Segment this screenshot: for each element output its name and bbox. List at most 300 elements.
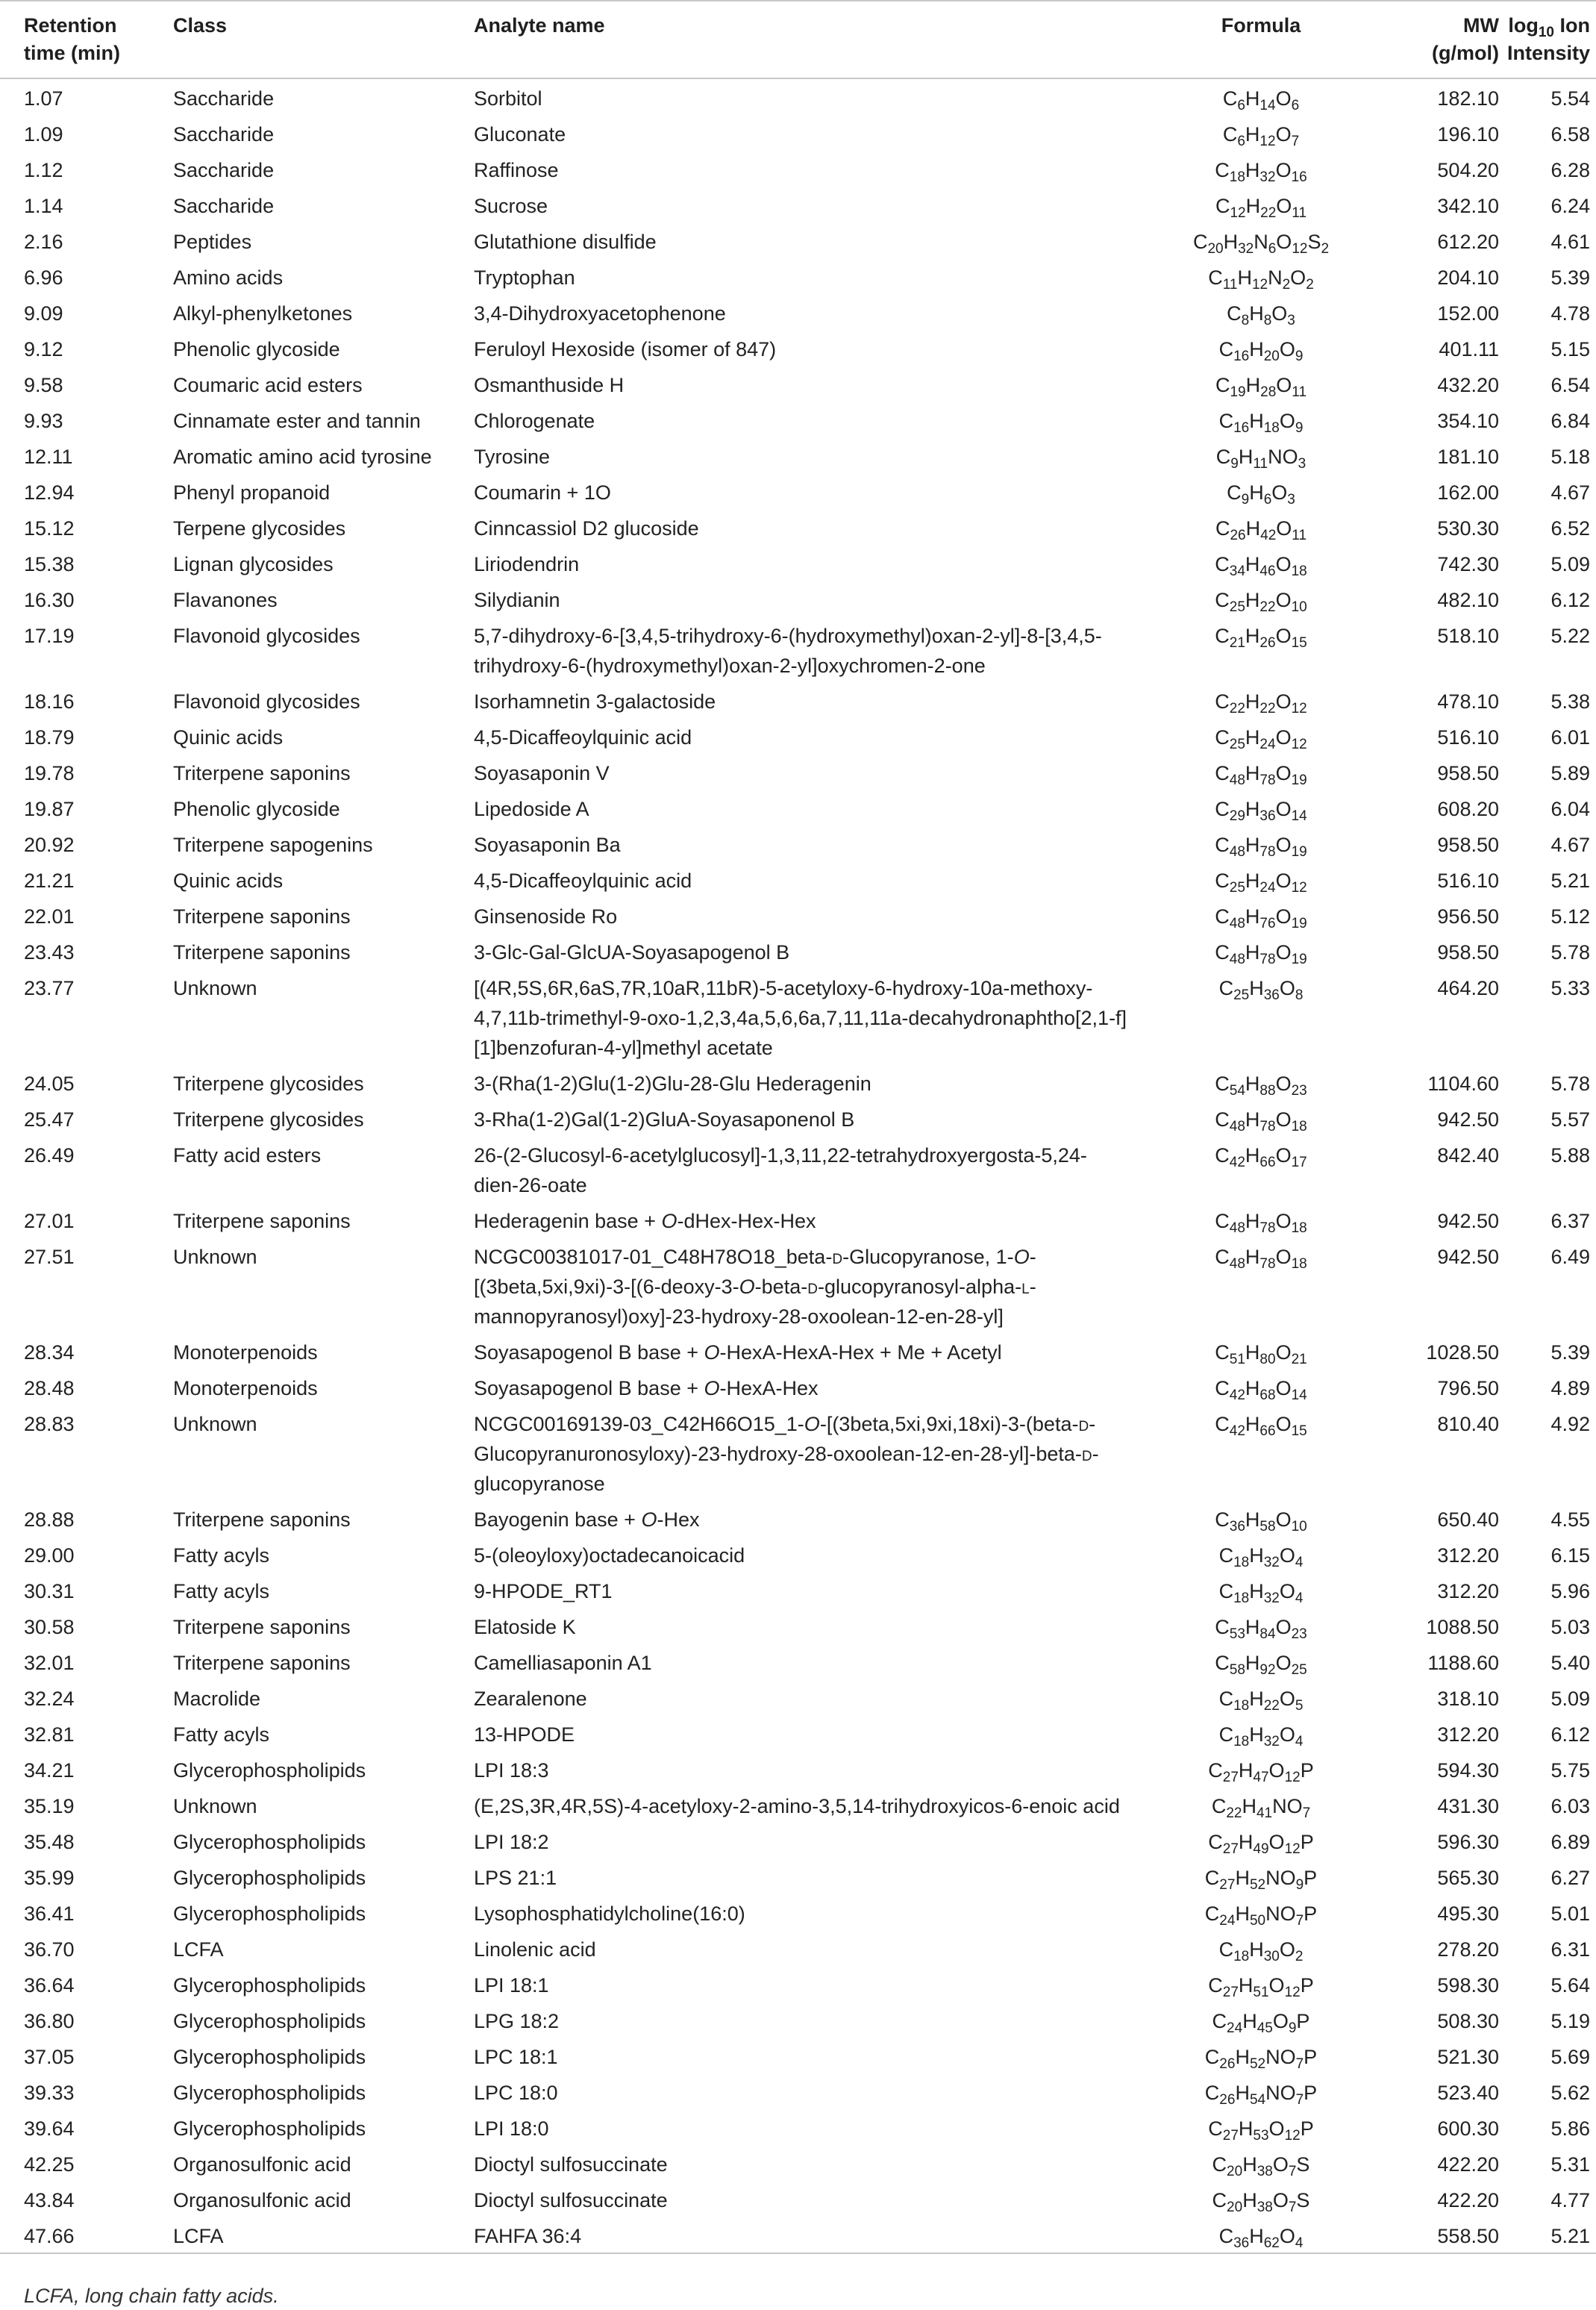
cell-analyte-name: Lipedoside A xyxy=(474,798,589,820)
cell-formula: $C_{25}H_{24}O_{12}$ xyxy=(1215,726,1307,752)
table-row xyxy=(0,366,1596,402)
cell-mw: 1188.60 xyxy=(1427,1652,1499,1674)
cell-log-ion-intensity: 5.69 xyxy=(1550,2046,1590,2068)
cell-analyte-name: Tyrosine xyxy=(474,446,551,468)
cell-analyte-name: NCGC00169139-03_C42H66O15_1-O-[(3beta,5xi,9xi,18xi)-3-(beta-d-Glucopyranuronosyloxy)-23-hydroxy-28-oxoolean-12-en-28-yl]-beta-d-glucopyranose xyxy=(474,1413,1099,1495)
cell-retention-time: 9.93 xyxy=(24,410,63,432)
cell-mw: 942.50 xyxy=(1437,1210,1499,1232)
cell-formula: $C_{48}H_{78}O_{18}$ xyxy=(1215,1246,1307,1272)
cell-analyte-name: 9-HPODE_RT1 xyxy=(474,1580,613,1602)
cell-log-ion-intensity: 5.64 xyxy=(1550,1974,1590,1997)
table-row xyxy=(0,1823,1596,1858)
cell-class: Terpene glycosides xyxy=(173,517,346,540)
cell-mw: 958.50 xyxy=(1437,834,1499,856)
table-row xyxy=(0,294,1596,330)
cell-class: Triterpene saponins xyxy=(173,905,351,928)
cell-mw: 354.10 xyxy=(1437,410,1499,432)
cell-analyte-name: Glutathione disulfide xyxy=(474,231,657,253)
cell-mw: 182.10 xyxy=(1437,87,1499,110)
cell-formula: $C_{18}H_{32}O_4$ xyxy=(1218,1580,1304,1606)
cell-retention-time: 12.11 xyxy=(24,446,73,468)
table-row xyxy=(0,1369,1596,1405)
cell-mw: 521.30 xyxy=(1437,2046,1499,2068)
cell-log-ion-intensity: 4.92 xyxy=(1550,1413,1590,1435)
table-row xyxy=(0,222,1596,258)
table-row xyxy=(0,473,1596,509)
cell-mw: 608.20 xyxy=(1437,798,1499,820)
table-row xyxy=(0,1202,1596,1237)
cell-retention-time: 39.33 xyxy=(24,2082,75,2104)
cell-retention-time: 16.30 xyxy=(24,589,75,611)
cell-log-ion-intensity: 5.21 xyxy=(1550,870,1590,892)
cell-mw: 810.40 xyxy=(1437,1413,1499,1435)
cell-mw: 508.30 xyxy=(1437,2010,1499,2032)
cell-class: Unknown xyxy=(173,977,257,999)
cell-analyte-name: 3-Glc-Gal-GlcUA-Soyasapogenol B xyxy=(474,941,790,964)
cell-retention-time: 21.21 xyxy=(24,870,75,892)
header-formula: Formula xyxy=(1157,1,1365,78)
cell-log-ion-intensity: 5.19 xyxy=(1550,2010,1590,2032)
cell-analyte-name: Soyasapogenol B base + O-HexA-HexA-Hex + Me + Acetyl xyxy=(474,1341,1002,1364)
cell-formula: $C_{58}H_{92}O_{25}$ xyxy=(1215,1652,1307,1678)
cell-mw: 181.10 xyxy=(1437,446,1499,468)
cell-formula: $C_{18}H_{22}O_5$ xyxy=(1218,1688,1304,1714)
cell-class: Alkyl-phenylketones xyxy=(173,302,353,325)
cell-analyte-name: Coumarin + 1O xyxy=(474,481,611,504)
cell-retention-time: 1.09 xyxy=(24,123,63,146)
cell-mw: 650.40 xyxy=(1437,1508,1499,1531)
cell-class: Fatty acyls xyxy=(173,1580,270,1602)
cell-formula: $C_{24}H_{50}NO_7P$ xyxy=(1204,1902,1318,1929)
cell-mw: 401.11 xyxy=(1439,338,1499,360)
cell-analyte-name: 3,4-Dihydroxyacetophenone xyxy=(474,302,726,325)
cell-retention-time: 24.05 xyxy=(24,1073,75,1095)
cell-class: Peptides xyxy=(173,231,252,253)
cell-analyte-name: FAHFA 36:4 xyxy=(474,2217,1157,2253)
cell-retention-time: 6.96 xyxy=(24,266,63,289)
table-row xyxy=(0,754,1596,790)
cell-mw: 956.50 xyxy=(1437,905,1499,928)
table-row xyxy=(0,1894,1596,1930)
cell-log-ion-intensity: 5.22 xyxy=(1550,625,1590,647)
cell-analyte-name: NCGC00381017-01_C48H78O18_beta-d-Glucopyranose, 1-O-[(3beta,5xi,9xi)-3-[(6-deoxy-3-O-beta-d-glucopyranosyl-alpha-l-mannopyranosyl)oxy]-23-hydroxy-28-oxoolean-12-en-28-yl] xyxy=(474,1246,1036,1328)
cell-class: Monoterpenoids xyxy=(173,1377,318,1399)
table-row xyxy=(0,790,1596,825)
cell-retention-time: 17.19 xyxy=(24,625,75,647)
table-body xyxy=(0,78,1596,2253)
table-row xyxy=(0,187,1596,222)
cell-analyte-name: Gluconate xyxy=(474,123,566,146)
cell-log-ion-intensity: 6.12 xyxy=(1550,1723,1590,1746)
cell-retention-time: 9.09 xyxy=(24,302,63,325)
cell-retention-time: 18.16 xyxy=(24,690,75,713)
cell-mw: 278.20 xyxy=(1437,1938,1499,1961)
table-row xyxy=(0,545,1596,581)
cell-class: Quinic acids xyxy=(173,870,284,892)
table-row xyxy=(0,2145,1596,2181)
cell-log-ion-intensity: 5.40 xyxy=(1550,1652,1590,1674)
cell-class: Unknown xyxy=(173,1246,257,1268)
header-retention-time: Retention time (min) xyxy=(0,1,173,78)
cell-log-ion-intensity: 5.78 xyxy=(1550,1073,1590,1095)
cell-class: Glycerophospholipids xyxy=(173,1867,366,1889)
cell-class: Triterpene saponins xyxy=(173,941,351,964)
table-row xyxy=(0,2038,1596,2073)
cell-analyte-name: 3-Rha(1-2)Gal(1-2)GluA-Soyasaponenol B xyxy=(474,1108,855,1131)
cell-log-ion-intensity: 5.78 xyxy=(1550,941,1590,964)
cell-retention-time: 27.51 xyxy=(24,1246,75,1268)
table-row xyxy=(0,1930,1596,1966)
cell-formula: $C_{27}H_{47}O_{12}P$ xyxy=(1208,1759,1314,1785)
table-row xyxy=(0,933,1596,969)
table-row xyxy=(0,825,1596,861)
cell-class: Phenolic glycoside xyxy=(173,338,340,360)
cell-log-ion-intensity: 5.31 xyxy=(1550,2153,1590,2176)
cell-class: Triterpene saponins xyxy=(173,1616,351,1638)
cell-retention-time: 35.48 xyxy=(24,1831,75,1853)
cell-analyte-name: 5,7-dihydroxy-6-[3,4,5-trihydroxy-6-(hydroxymethyl)oxan-2-yl]-8-[3,4,5-trihydroxy-6-(hydroxymethyl)oxan-2-yl]oxychromen-2-one xyxy=(474,625,1102,677)
cell-retention-time: 19.78 xyxy=(24,762,75,784)
cell-mw: 482.10 xyxy=(1437,589,1499,611)
cell-class: Monoterpenoids xyxy=(173,1341,318,1364)
cell-log-ion-intensity: 4.61 xyxy=(1550,231,1590,253)
cell-log-ion-intensity: 5.09 xyxy=(1550,553,1590,575)
table-row xyxy=(0,1715,1596,1751)
cell-mw: 1028.50 xyxy=(1426,1341,1499,1364)
cell-analyte-name: Bayogenin base + O-Hex xyxy=(474,1508,700,1531)
cell-log-ion-intensity: 6.31 xyxy=(1550,1938,1590,1961)
cell-analyte-name: LPC 18:1 xyxy=(474,2046,558,2068)
cell-analyte-name: Lysophosphatidylcholine(16:0) xyxy=(474,1902,745,1925)
cell-mw: 431.30 xyxy=(1437,1795,1499,1817)
cell-mw: 162.00 xyxy=(1437,481,1499,504)
table-row xyxy=(0,1136,1596,1202)
cell-log-ion-intensity: 5.89 xyxy=(1550,762,1590,784)
cell-mw: 523.40 xyxy=(1437,2082,1499,2104)
cell-class: Glycerophospholipids xyxy=(173,1902,366,1925)
table-row xyxy=(0,2217,1596,2253)
cell-retention-time: 35.19 xyxy=(24,1795,75,1817)
cell-log-ion-intensity: 4.77 xyxy=(1550,2189,1590,2211)
cell-formula: $C_{12}H_{22}O_{11}$ xyxy=(1215,195,1307,221)
cell-log-ion-intensity: 6.04 xyxy=(1550,798,1590,820)
header-row xyxy=(0,1,1596,78)
cell-mw: 495.30 xyxy=(1437,1902,1499,1925)
cell-formula: $C_{29}H_{36}O_{14}$ xyxy=(1215,798,1307,824)
cell-analyte-name: Soyasapogenol B base + O-HexA-Hex xyxy=(474,1377,819,1399)
cell-retention-time: 36.80 xyxy=(24,2010,75,2032)
cell-mw: 612.20 xyxy=(1437,231,1499,253)
table-row xyxy=(0,1237,1596,1333)
cell-mw: 942.50 xyxy=(1437,1108,1499,1131)
cell-log-ion-intensity: 4.67 xyxy=(1550,481,1590,504)
cell-retention-time: 36.41 xyxy=(24,1902,75,1925)
table-row xyxy=(0,1536,1596,1572)
cell-retention-time: 29.00 xyxy=(24,1544,75,1567)
cell-analyte-name: Cinncassiol D2 glucoside xyxy=(474,517,699,540)
cell-retention-time: 28.48 xyxy=(24,1377,75,1399)
cell-formula: $C_{25}H_{22}O_{10}$ xyxy=(1215,589,1307,615)
cell-retention-time: 39.64 xyxy=(24,2117,75,2140)
cell-class: Saccharide xyxy=(173,159,275,181)
cell-class: Amino acids xyxy=(173,266,284,289)
table-row xyxy=(0,718,1596,754)
cell-formula: $C_{16}H_{18}O_9$ xyxy=(1218,410,1304,436)
cell-analyte-name: 4,5-Dicaffeoylquinic acid xyxy=(474,726,692,749)
cell-retention-time: 32.01 xyxy=(24,1652,75,1674)
cell-log-ion-intensity: 5.39 xyxy=(1550,266,1590,289)
cell-formula: $C_{20}H_{38}O_7S$ xyxy=(1212,2189,1310,2215)
cell-analyte-name: LPI 18:2 xyxy=(474,1831,549,1853)
cell-analyte-name: Tryptophan xyxy=(474,266,575,289)
cell-formula: $C_9H_6O_3$ xyxy=(1227,481,1295,508)
table-row xyxy=(0,969,1596,1064)
cell-class: Glycerophospholipids xyxy=(173,1759,366,1782)
cell-retention-time: 37.05 xyxy=(24,2046,75,2068)
cell-log-ion-intensity: 5.03 xyxy=(1550,1616,1590,1638)
cell-formula: $C_{18}H_{32}O_4$ xyxy=(1218,1723,1304,1749)
cell-log-ion-intensity: 5.62 xyxy=(1550,2082,1590,2104)
cell-formula: $C_{24}H_{45}O_9P$ xyxy=(1212,2010,1310,2036)
cell-log-ion-intensity: 5.57 xyxy=(1550,1108,1590,1131)
cell-formula: $C_{54}H_{88}O_{23}$ xyxy=(1215,1073,1307,1099)
cell-formula: $C_{42}H_{66}O_{17}$ xyxy=(1215,1144,1307,1170)
cell-retention-time: 1.14 xyxy=(24,195,63,217)
cell-formula: $C_{18}H_{32}O_{16}$ xyxy=(1215,159,1307,185)
cell-class: LCFA xyxy=(173,2217,474,2253)
cell-retention-time: 12.94 xyxy=(24,481,75,504)
cell-analyte-name: Soyasaponin Ba xyxy=(474,834,621,856)
cell-log-ion-intensity: 6.58 xyxy=(1550,123,1590,146)
table-row xyxy=(0,115,1596,151)
table-row xyxy=(0,682,1596,718)
cell-class: Glycerophospholipids xyxy=(173,2010,366,2032)
cell-class: Lignan glycosides xyxy=(173,553,334,575)
cell-log-ion-intensity: 6.54 xyxy=(1550,374,1590,396)
cell-retention-time: 23.77 xyxy=(24,977,75,999)
table-row xyxy=(0,402,1596,437)
cell-class: Glycerophospholipids xyxy=(173,1831,366,1853)
cell-formula: $C_{48}H_{78}O_{18}$ xyxy=(1215,1108,1307,1134)
cell-mw: 196.10 xyxy=(1437,123,1499,146)
cell-log-ion-intensity: 5.86 xyxy=(1550,2117,1590,2140)
cell-log-ion-intensity: 5.54 xyxy=(1550,87,1590,110)
cell-retention-time: 26.49 xyxy=(24,1144,75,1167)
cell-log-ion-intensity: 5.75 xyxy=(1550,1759,1590,1782)
cell-log-ion-intensity: 4.89 xyxy=(1550,1377,1590,1399)
cell-retention-time: 9.58 xyxy=(24,374,63,396)
cell-retention-time: 22.01 xyxy=(24,905,75,928)
cell-mw: 594.30 xyxy=(1437,1759,1499,1782)
table-row xyxy=(0,258,1596,294)
table-row xyxy=(0,1751,1596,1787)
cell-analyte-name: LPC 18:0 xyxy=(474,2082,558,2104)
cell-mw: 1088.50 xyxy=(1426,1616,1499,1638)
table-row xyxy=(0,1608,1596,1643)
cell-log-ion-intensity: 4.67 xyxy=(1550,834,1590,856)
cell-log-ion-intensity: 5.38 xyxy=(1550,690,1590,713)
table-row xyxy=(0,2002,1596,2038)
cell-formula: $C_{16}H_{20}O_9$ xyxy=(1218,338,1304,364)
cell-log-ion-intensity: 6.01 xyxy=(1550,726,1590,749)
cell-class: Saccharide xyxy=(173,195,275,217)
cell-class: Glycerophospholipids xyxy=(173,1974,366,1997)
table-row xyxy=(0,2109,1596,2145)
cell-class: Triterpene glycosides xyxy=(173,1073,364,1095)
cell-log-ion-intensity: 5.12 xyxy=(1550,905,1590,928)
cell-mw: 518.10 xyxy=(1437,625,1499,647)
cell-formula: $C_6H_{12}O_7$ xyxy=(1222,123,1300,149)
cell-formula: $C_{34}H_{46}O_{18}$ xyxy=(1215,553,1307,579)
table-row xyxy=(0,330,1596,366)
table-row xyxy=(0,1787,1596,1823)
cell-retention-time: 47.66 xyxy=(0,2217,173,2253)
cell-mw: 530.30 xyxy=(1437,517,1499,540)
cell-mw: 958.50 xyxy=(1437,941,1499,964)
cell-analyte-name: Chlorogenate xyxy=(474,410,595,432)
cell-log-ion-intensity: 6.24 xyxy=(1550,195,1590,217)
cell-formula: $C_{26}H_{52}NO_7P$ xyxy=(1204,2046,1318,2072)
cell-retention-time: 2.16 xyxy=(24,231,63,253)
cell-retention-time: 9.12 xyxy=(24,338,63,360)
cell-mw: 1104.60 xyxy=(1427,1073,1499,1095)
cell-mw: 422.20 xyxy=(1437,2153,1499,2176)
cell-formula: $C_{19}H_{28}O_{11}$ xyxy=(1215,374,1307,400)
cell-retention-time: 20.92 xyxy=(24,834,75,856)
cell-analyte-name: 26-(2-Glucosyl-6-acetylglucosyl]-1,3,11,22-tetrahydroxyergosta-5,24-dien-26-oate xyxy=(474,1144,1087,1196)
cell-retention-time: 36.70 xyxy=(24,1938,75,1961)
cell-log-ion-intensity: 4.55 xyxy=(1550,1508,1590,1531)
cell-formula: $C_{22}H_{22}O_{12}$ xyxy=(1215,690,1307,717)
cell-formula: $C_{53}H_{84}O_{23}$ xyxy=(1215,1616,1307,1642)
cell-mw: 516.10 xyxy=(1437,726,1499,749)
cell-class: Saccharide xyxy=(173,87,275,110)
cell-class: Flavanones xyxy=(173,589,278,611)
cell-log-ion-intensity: 6.03 xyxy=(1550,1795,1590,1817)
cell-analyte-name: 13-HPODE xyxy=(474,1723,575,1746)
table-row xyxy=(0,897,1596,933)
cell-formula: $C_{26}H_{54}NO_7P$ xyxy=(1204,2082,1318,2108)
cell-log-ion-intensity: 6.27 xyxy=(1550,1867,1590,1889)
cell-log-ion-intensity: 6.89 xyxy=(1550,1831,1590,1853)
cell-formula: $C_{18}H_{32}O_4$ xyxy=(1218,1544,1304,1570)
cell-retention-time: 43.84 xyxy=(24,2189,75,2211)
header-mw: MW (g/mol) xyxy=(1365,1,1499,78)
cell-analyte-name: Liriodendrin xyxy=(474,553,580,575)
table-row xyxy=(0,1333,1596,1369)
cell-analyte-name: Elatoside K xyxy=(474,1616,576,1638)
cell-formula: $C_{20}H_{32}N_6O_{12}S_2$ xyxy=(1192,231,1330,257)
cell-retention-time: 23.43 xyxy=(24,941,75,964)
cell-class: Quinic acids xyxy=(173,726,284,749)
cell-retention-time: 42.25 xyxy=(24,2153,75,2176)
table-row xyxy=(0,1572,1596,1608)
cell-analyte-name: LPI 18:0 xyxy=(474,2117,549,2140)
cell-analyte-name: [(4R,5S,6R,6aS,7R,10aR,11bR)-5-acetyloxy-6-hydroxy-10a-methoxy-4,7,11b-trimethyl-9-oxo-1,2,3,4a,5,6,6a,7,11,11a-decahydronaphtho[2,1-f][1]benzofuran-4-yl]methyl acetate xyxy=(474,977,1127,1059)
cell-log-ion-intensity: 4.78 xyxy=(1550,302,1590,325)
cell-mw: 504.20 xyxy=(1437,159,1499,181)
cell-class: Phenyl propanoid xyxy=(173,481,331,504)
cell-analyte-name: Isorhamnetin 3-galactoside xyxy=(474,690,716,713)
cell-mw: 600.30 xyxy=(1437,2117,1499,2140)
cell-formula: $C_{22}H_{41}NO_7$ xyxy=(1211,1795,1311,1821)
cell-mw: 204.10 xyxy=(1437,266,1499,289)
cell-formula: $C_{27}H_{53}O_{12}P$ xyxy=(1208,2117,1314,2144)
cell-retention-time: 28.34 xyxy=(24,1341,75,1364)
cell-class: Unknown xyxy=(173,1413,257,1435)
header-log-ion-intensity: $\log_{10}$ Ion Intensity xyxy=(1499,1,1596,78)
cell-retention-time: 18.79 xyxy=(24,726,75,749)
table-header xyxy=(0,1,1596,78)
cell-log-ion-intensity: 5.21 xyxy=(1499,2217,1596,2253)
cell-analyte-name: Sucrose xyxy=(474,195,548,217)
cell-formula: $C_{27}H_{52}NO_9P$ xyxy=(1204,1867,1318,1893)
cell-analyte-name: Feruloyl Hexoside (isomer of 847) xyxy=(474,338,777,360)
cell-class: Saccharide xyxy=(173,123,275,146)
cell-formula: $C_{27}H_{51}O_{12}P$ xyxy=(1208,1974,1314,2000)
cell-class: Fatty acyls xyxy=(173,1544,270,1567)
cell-analyte-name: Osmanthuside H xyxy=(474,374,625,396)
cell-analyte-name: Silydianin xyxy=(474,589,560,611)
table-row xyxy=(0,1064,1596,1100)
cell-mw: 152.00 xyxy=(1437,302,1499,325)
cell-formula: $C_{25}H_{36}O_8$ xyxy=(1218,977,1304,1003)
table-footnote: LCFA, long chain fatty acids. xyxy=(24,2285,279,2307)
cell-class: Phenolic glycoside xyxy=(173,798,340,820)
cell-log-ion-intensity: 6.84 xyxy=(1550,410,1590,432)
cell-class: Triterpene saponins xyxy=(173,762,351,784)
cell-analyte-name: Raffinose xyxy=(474,159,559,181)
cell-class: Aromatic amino acid tyrosine xyxy=(173,446,432,468)
header-class: Class xyxy=(173,1,474,78)
cell-class: Triterpene saponins xyxy=(173,1210,351,1232)
cell-mw: 478.10 xyxy=(1437,690,1499,713)
cell-analyte-name: Dioctyl sulfosuccinate xyxy=(474,2189,668,2211)
table-row xyxy=(0,1858,1596,1894)
cell-formula: $C_9H_{11}NO_3$ xyxy=(1215,446,1306,472)
cell-formula: $C_{21}H_{26}O_{15}$ xyxy=(1215,625,1307,651)
cell-mw: 942.50 xyxy=(1437,1246,1499,1268)
cell-formula: $C_8H_8O_3$ xyxy=(1227,302,1295,328)
cell-mw: 558.50 xyxy=(1365,2217,1499,2253)
cell-mw: 432.20 xyxy=(1437,374,1499,396)
cell-analyte-name: LPI 18:3 xyxy=(474,1759,549,1782)
table-row xyxy=(0,2181,1596,2217)
cell-formula: $C_{20}H_{38}O_7S$ xyxy=(1212,2153,1310,2179)
cell-class: Organosulfonic acid xyxy=(173,2153,351,2176)
table-row xyxy=(0,78,1596,115)
cell-class: Triterpene sapogenins xyxy=(173,834,373,856)
cell-analyte-name: Ginsenoside Ro xyxy=(474,905,618,928)
cell-mw: 842.40 xyxy=(1437,1144,1499,1167)
cell-log-ion-intensity: 6.49 xyxy=(1550,1246,1590,1268)
cell-formula: $C_{11}H_{12}N_2O_2$ xyxy=(1208,266,1314,293)
cell-class: Coumaric acid esters xyxy=(173,374,363,396)
header-analyte-name: Analyte name xyxy=(474,1,1157,78)
cell-class: Flavonoid glycosides xyxy=(173,690,360,713)
table-row xyxy=(0,1100,1596,1136)
table-row xyxy=(0,1500,1596,1536)
cell-analyte-name: (E,2S,3R,4R,5S)-4-acetyloxy-2-amino-3,5,14-trihydroxyicos-6-enoic acid xyxy=(474,1795,1120,1817)
cell-log-ion-intensity: 5.96 xyxy=(1550,1580,1590,1602)
cell-retention-time: 15.12 xyxy=(24,517,75,540)
cell-log-ion-intensity: 5.33 xyxy=(1550,977,1590,999)
cell-class: Triterpene saponins xyxy=(173,1652,351,1674)
cell-formula: $C_{18}H_{30}O_2$ xyxy=(1218,1938,1304,1964)
cell-analyte-name: Camelliasaponin A1 xyxy=(474,1652,652,1674)
cell-retention-time: 25.47 xyxy=(24,1108,75,1131)
table-row xyxy=(0,509,1596,545)
